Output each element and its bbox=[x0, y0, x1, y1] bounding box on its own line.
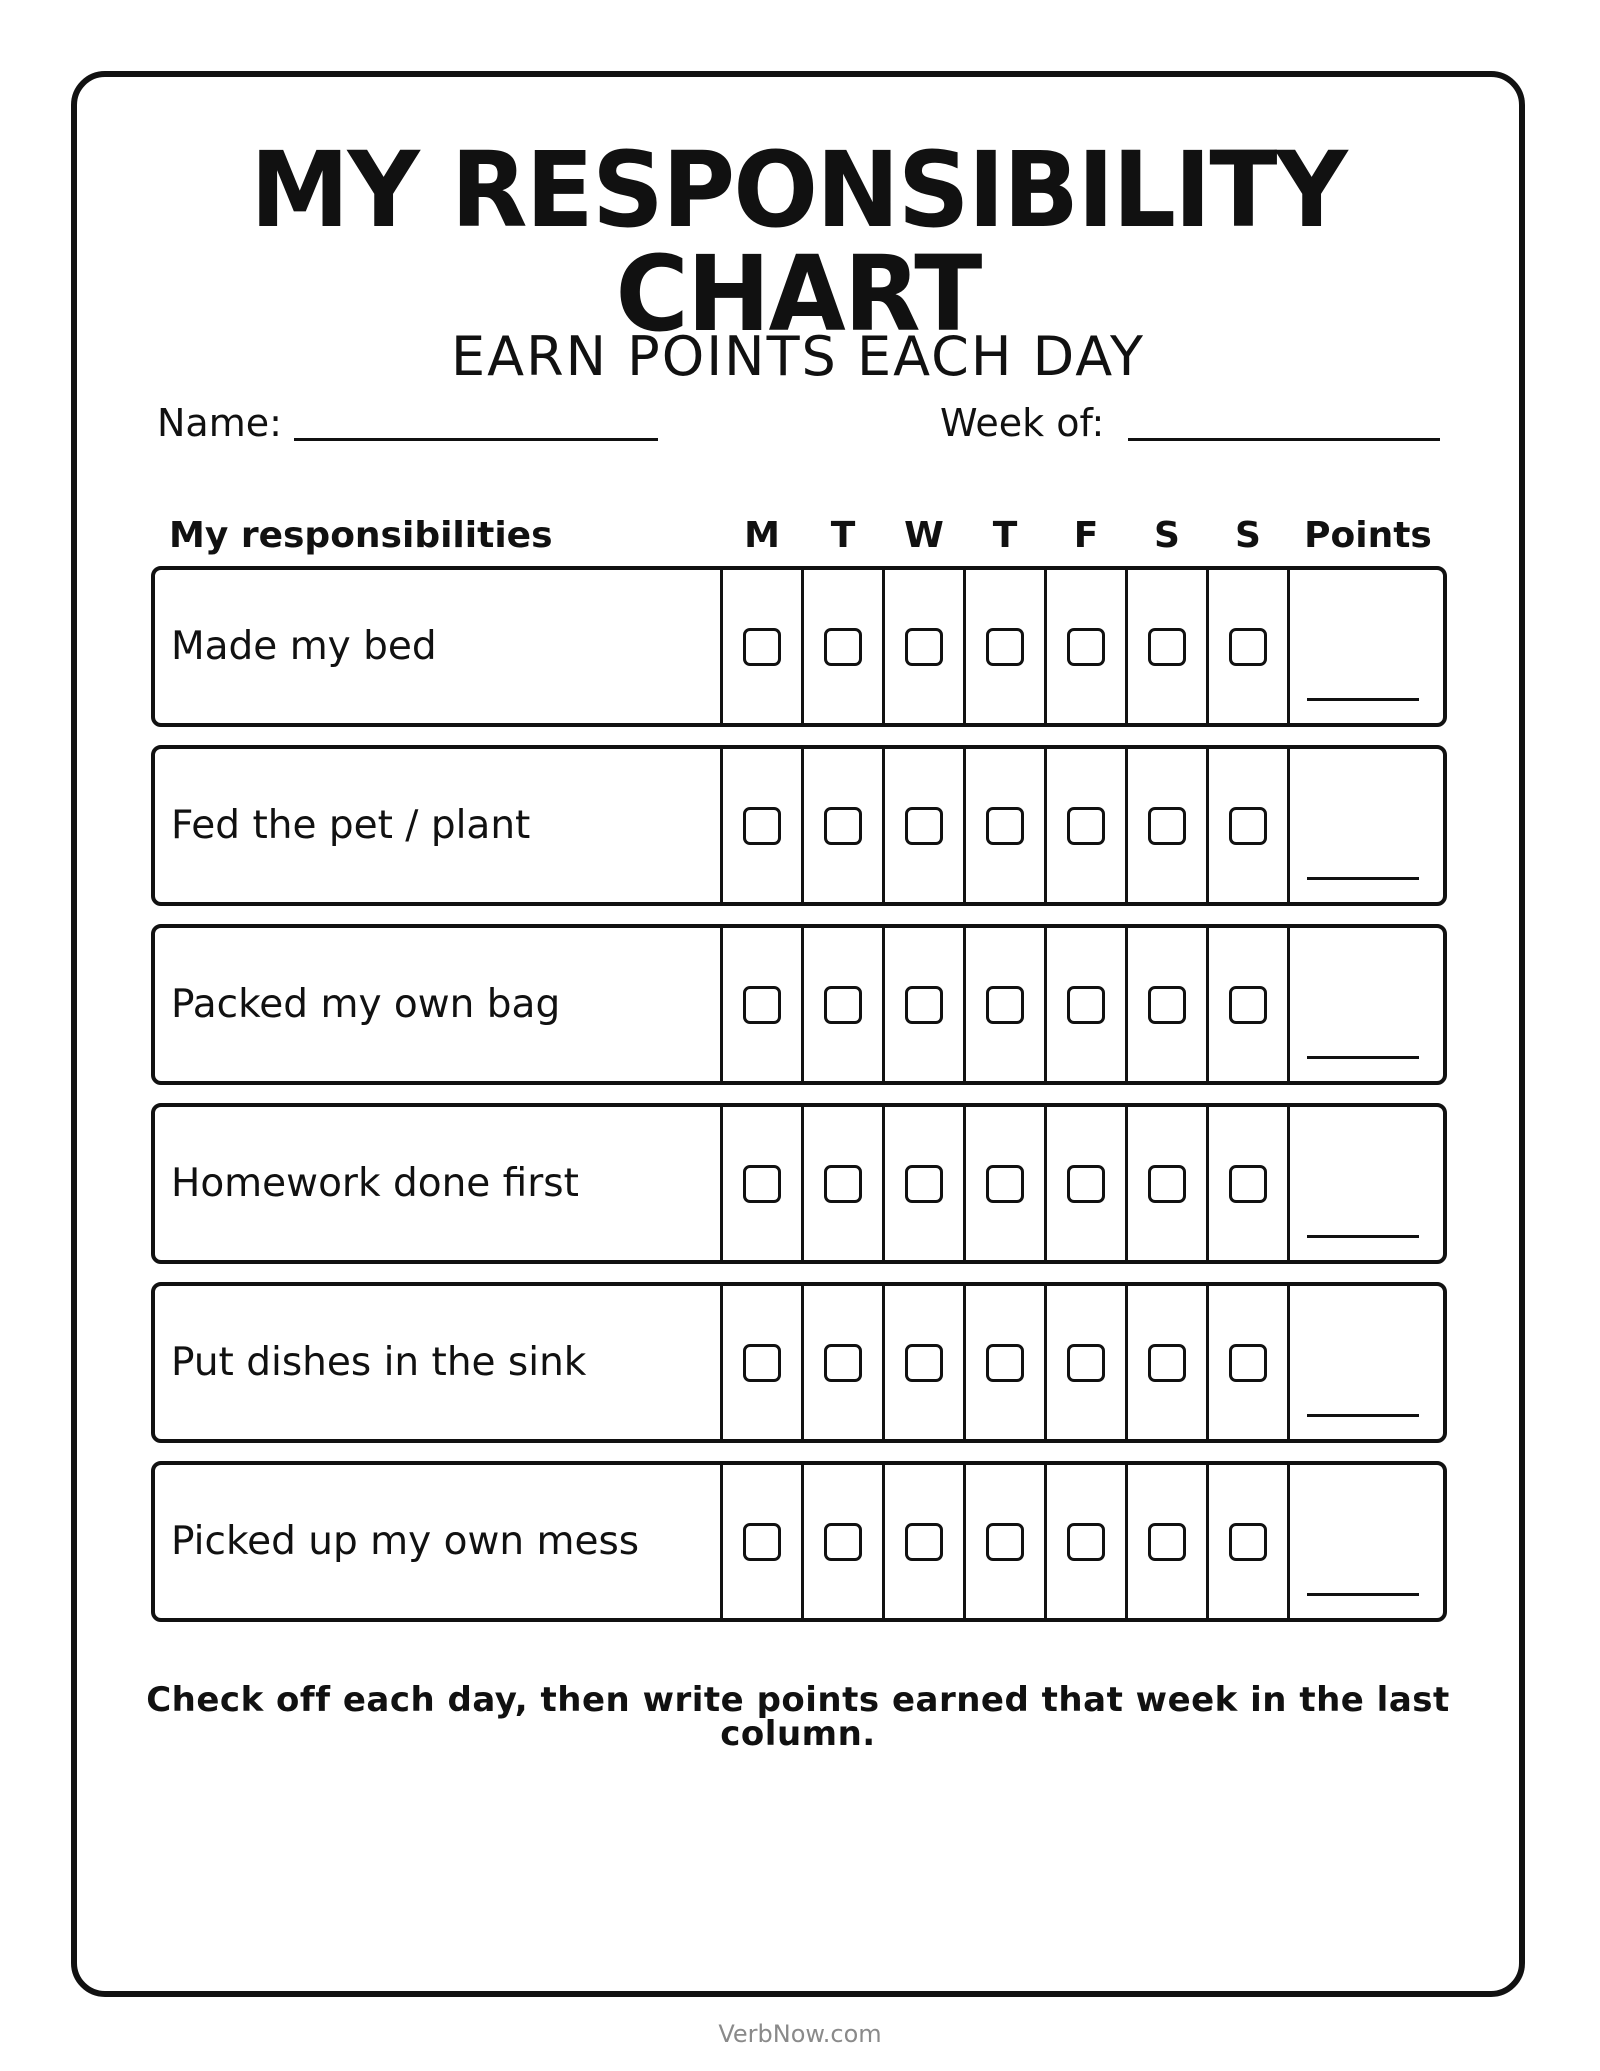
responsibility-label: Put dishes in the sink bbox=[171, 1340, 587, 1385]
day-header: W bbox=[904, 515, 944, 556]
column-divider bbox=[1287, 1107, 1290, 1260]
day-checkbox[interactable] bbox=[905, 807, 943, 845]
table-row bbox=[151, 1282, 1447, 1443]
day-checkbox[interactable] bbox=[824, 1165, 862, 1203]
column-divider bbox=[1125, 749, 1128, 902]
day-checkbox[interactable] bbox=[743, 986, 781, 1024]
points-field[interactable] bbox=[1307, 1414, 1419, 1417]
day-checkbox[interactable] bbox=[1229, 1523, 1267, 1561]
day-checkbox[interactable] bbox=[824, 807, 862, 845]
column-divider bbox=[963, 1465, 966, 1618]
responsibility-label: Fed the pet / plant bbox=[171, 803, 531, 848]
column-divider bbox=[1206, 1107, 1209, 1260]
day-checkbox[interactable] bbox=[743, 1165, 781, 1203]
responsibility-label: Homework done first bbox=[171, 1161, 579, 1206]
points-field[interactable] bbox=[1307, 1235, 1419, 1238]
day-checkbox[interactable] bbox=[1229, 986, 1267, 1024]
day-checkbox[interactable] bbox=[1148, 1523, 1186, 1561]
column-divider bbox=[1125, 1107, 1128, 1260]
points-header: Points bbox=[1304, 515, 1432, 556]
day-checkbox[interactable] bbox=[824, 1523, 862, 1561]
table-row bbox=[151, 924, 1447, 1085]
column-divider bbox=[1125, 1286, 1128, 1439]
column-divider bbox=[882, 1465, 885, 1618]
day-checkbox[interactable] bbox=[1067, 628, 1105, 666]
column-divider bbox=[1287, 570, 1290, 723]
column-divider bbox=[963, 1286, 966, 1439]
day-checkbox[interactable] bbox=[1229, 1344, 1267, 1382]
name-field[interactable] bbox=[294, 438, 658, 441]
column-divider bbox=[1044, 928, 1047, 1081]
day-checkbox[interactable] bbox=[824, 628, 862, 666]
column-divider bbox=[1206, 1286, 1209, 1439]
column-divider bbox=[882, 1286, 885, 1439]
day-checkbox[interactable] bbox=[1229, 1165, 1267, 1203]
column-divider bbox=[1044, 570, 1047, 723]
day-checkbox[interactable] bbox=[905, 1165, 943, 1203]
column-divider bbox=[1125, 570, 1128, 723]
page-subtitle: EARN POINTS EACH DAY bbox=[451, 325, 1145, 388]
day-checkbox[interactable] bbox=[1067, 1523, 1105, 1561]
table-row bbox=[151, 1103, 1447, 1264]
column-divider bbox=[963, 749, 966, 902]
column-divider bbox=[1044, 1107, 1047, 1260]
day-header: S bbox=[1154, 515, 1180, 556]
day-checkbox[interactable] bbox=[1148, 1165, 1186, 1203]
column-divider bbox=[1206, 928, 1209, 1081]
column-divider bbox=[1287, 1465, 1290, 1618]
day-checkbox[interactable] bbox=[986, 1165, 1024, 1203]
page-title: MY RESPONSIBILITY CHART bbox=[250, 129, 1346, 355]
column-divider bbox=[1287, 749, 1290, 902]
column-divider bbox=[801, 1107, 804, 1260]
day-checkbox[interactable] bbox=[1148, 628, 1186, 666]
column-divider bbox=[1125, 1465, 1128, 1618]
day-checkbox[interactable] bbox=[1229, 807, 1267, 845]
responsibility-label: Made my bed bbox=[171, 624, 437, 669]
week-of-field[interactable] bbox=[1128, 438, 1440, 441]
day-checkbox[interactable] bbox=[743, 1344, 781, 1382]
column-divider bbox=[1287, 1286, 1290, 1439]
day-checkbox[interactable] bbox=[824, 986, 862, 1024]
column-divider bbox=[720, 570, 723, 723]
day-checkbox[interactable] bbox=[905, 1344, 943, 1382]
day-header: T bbox=[830, 515, 856, 556]
column-divider bbox=[1044, 749, 1047, 902]
day-checkbox[interactable] bbox=[1067, 1165, 1105, 1203]
column-divider bbox=[882, 749, 885, 902]
day-checkbox[interactable] bbox=[986, 628, 1024, 666]
day-checkbox[interactable] bbox=[905, 986, 943, 1024]
day-checkbox[interactable] bbox=[986, 986, 1024, 1024]
points-field[interactable] bbox=[1307, 1593, 1419, 1596]
column-divider bbox=[801, 928, 804, 1081]
column-divider bbox=[801, 570, 804, 723]
day-checkbox[interactable] bbox=[1067, 986, 1105, 1024]
day-checkbox[interactable] bbox=[824, 1344, 862, 1382]
responsibility-label: Picked up my own mess bbox=[171, 1519, 640, 1564]
day-checkbox[interactable] bbox=[743, 628, 781, 666]
responsibility-label: Packed my own bag bbox=[171, 982, 561, 1027]
column-divider bbox=[963, 1107, 966, 1260]
column-divider bbox=[720, 1286, 723, 1439]
column-divider bbox=[1206, 749, 1209, 902]
column-divider bbox=[801, 1286, 804, 1439]
column-divider bbox=[801, 749, 804, 902]
day-checkbox[interactable] bbox=[1148, 1344, 1186, 1382]
column-divider bbox=[801, 1465, 804, 1618]
day-header: M bbox=[744, 515, 780, 556]
day-checkbox[interactable] bbox=[743, 807, 781, 845]
footer-credit: VerbNow.com bbox=[718, 2020, 882, 2048]
column-divider bbox=[1125, 928, 1128, 1081]
column-divider bbox=[720, 749, 723, 902]
table-row bbox=[151, 1461, 1447, 1622]
column-divider bbox=[1044, 1286, 1047, 1439]
name-label: Name: bbox=[157, 401, 282, 445]
day-checkbox[interactable] bbox=[1067, 1344, 1105, 1382]
points-field[interactable] bbox=[1307, 1056, 1419, 1059]
table-row bbox=[151, 745, 1447, 906]
column-divider bbox=[720, 1465, 723, 1618]
column-divider bbox=[882, 1107, 885, 1260]
day-checkbox[interactable] bbox=[1148, 986, 1186, 1024]
points-field[interactable] bbox=[1307, 698, 1419, 701]
column-divider bbox=[882, 928, 885, 1081]
column-divider bbox=[720, 1107, 723, 1260]
column-divider bbox=[1287, 928, 1290, 1081]
day-checkbox[interactable] bbox=[905, 1523, 943, 1561]
week-of-label: Week of: bbox=[940, 401, 1105, 445]
column-divider bbox=[963, 570, 966, 723]
column-divider bbox=[963, 928, 966, 1081]
day-checkbox[interactable] bbox=[1067, 807, 1105, 845]
responsibilities-header: My responsibilities bbox=[169, 515, 553, 556]
day-checkbox[interactable] bbox=[1148, 807, 1186, 845]
column-divider bbox=[1206, 1465, 1209, 1618]
day-checkbox[interactable] bbox=[986, 1523, 1024, 1561]
day-checkbox[interactable] bbox=[986, 807, 1024, 845]
day-checkbox[interactable] bbox=[743, 1523, 781, 1561]
column-divider bbox=[1044, 1465, 1047, 1618]
column-divider bbox=[1206, 570, 1209, 723]
day-header: S bbox=[1235, 515, 1261, 556]
day-checkbox[interactable] bbox=[905, 628, 943, 666]
table-row bbox=[151, 566, 1447, 727]
day-header: T bbox=[992, 515, 1018, 556]
column-divider bbox=[882, 570, 885, 723]
day-checkbox[interactable] bbox=[986, 1344, 1024, 1382]
day-checkbox[interactable] bbox=[1229, 628, 1267, 666]
day-header: F bbox=[1073, 515, 1099, 556]
points-field[interactable] bbox=[1307, 877, 1419, 880]
instructions: Check off each day, then write points earned that week in the last column. bbox=[146, 1680, 1450, 1754]
column-divider bbox=[720, 928, 723, 1081]
